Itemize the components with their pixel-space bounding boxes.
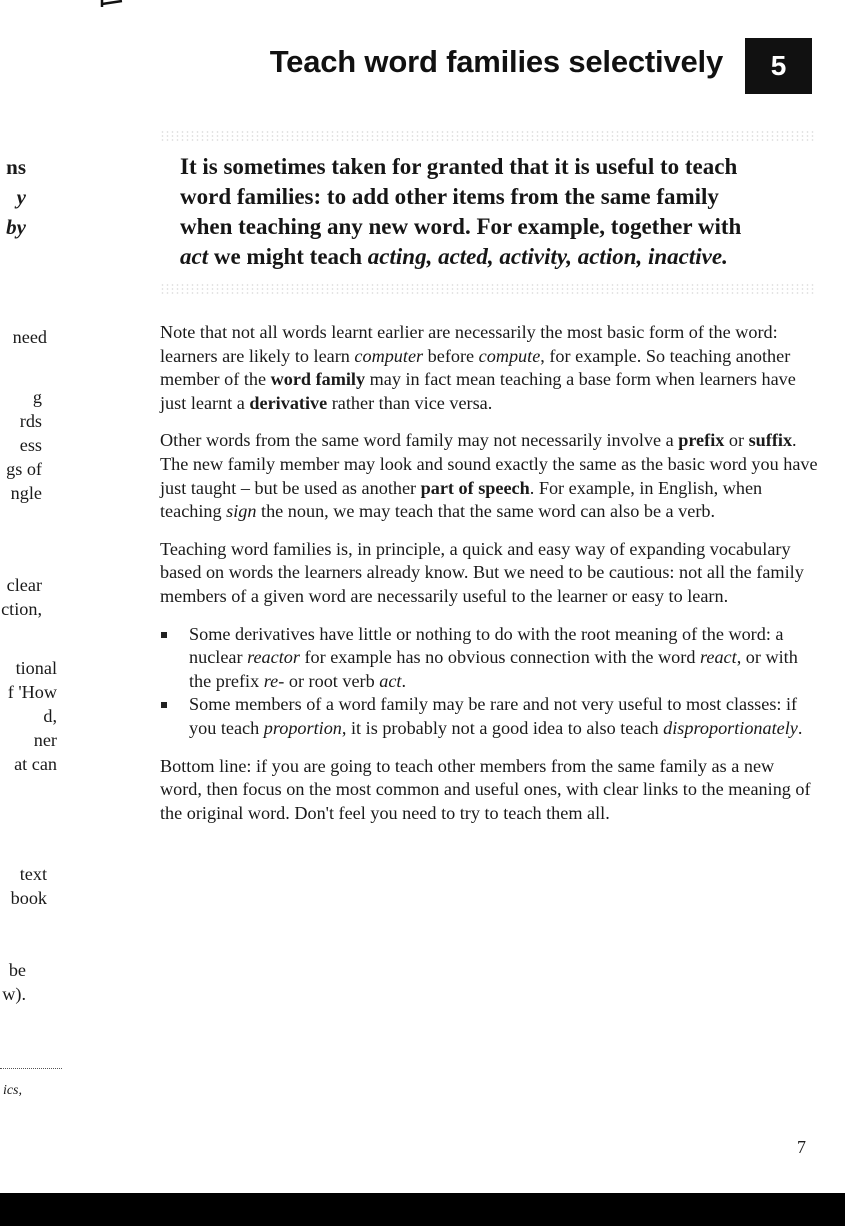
callout-example-word: act <box>180 244 209 269</box>
paragraph-1 <box>160 321 820 415</box>
text-run: . <box>401 670 407 691</box>
main-text-column <box>160 321 820 839</box>
fragment-line: w). <box>2 984 26 1004</box>
fragment-line: ics, <box>2 1083 22 1098</box>
page-number: 7 <box>797 1137 806 1157</box>
text-run: . <box>797 717 803 738</box>
text-run: Some members of a word family may be rare and not very useful to most classes: if you teach <box>189 694 798 738</box>
left-page-fragment <box>0 656 57 776</box>
paragraph-4: Bottom line: if you are going to teach other members from the same family as a new word, then focus on the most common and useful ones, with clear links to the meaning of the original word. Don't feel you need to try to teach them all. <box>160 755 811 823</box>
fragment-line: tional <box>15 658 57 678</box>
left-page-fragment <box>0 325 47 349</box>
text-run: the noun, we may teach that the same word can also be a verb. <box>256 501 716 522</box>
text-run: for example has no obvious connection with the word <box>299 647 700 668</box>
callout-bottom-border <box>160 283 815 295</box>
italic-term: compute <box>478 345 541 366</box>
italic-term: disproportionately <box>663 717 798 738</box>
fragment-line: gs of <box>6 459 42 479</box>
text-run: Note that not all words learnt earlier are necessarily the most basic form of the word: learners are likely to learn <box>160 322 778 366</box>
fragment-line: f 'How <box>7 682 57 702</box>
paragraph-2 <box>160 429 820 523</box>
left-page-fragment <box>0 862 47 910</box>
fragment-line: need <box>12 327 47 347</box>
fragment-line: clear <box>6 575 42 595</box>
italic-term: re- <box>263 670 285 691</box>
scan-edge-bar <box>0 1193 845 1226</box>
left-page-fragment <box>0 573 42 621</box>
list-item <box>160 623 820 694</box>
italic-term: sign <box>226 501 257 522</box>
italic-term: proportion <box>263 717 342 738</box>
bullet-list <box>160 623 820 741</box>
fragment-line: text <box>19 864 47 884</box>
italic-term: computer <box>354 345 424 366</box>
callout-line: word families: to add other items from the same family <box>180 184 719 209</box>
fragment-line: by <box>6 215 26 239</box>
glossary-term: prefix <box>678 430 725 451</box>
text-run: Some derivatives have little or nothing to do with the root meaning of the word: a nuclear <box>189 623 784 668</box>
left-page-fragment <box>0 385 42 505</box>
left-page-callout-fragment <box>0 152 26 242</box>
text-run: , or with the prefix <box>189 647 798 691</box>
italic-term: reactor <box>247 647 300 668</box>
callout-line: It is sometimes taken for granted that it is useful to teach <box>180 154 738 179</box>
callout-example-list: acting, acted, activity, action, inactive. <box>367 244 728 269</box>
text-run: rather than vice versa. <box>327 392 493 413</box>
bullet-icon <box>161 632 167 638</box>
fragment-line: book <box>10 888 47 908</box>
callout-line: when teaching any new word. For example, together with <box>180 214 742 239</box>
chapter-number-badge: 5 <box>745 38 812 94</box>
text-run: . For example, in English, when teaching <box>160 477 763 522</box>
glossary-term: derivative <box>249 392 328 413</box>
fragment-line: be <box>8 960 26 980</box>
text-run: Other words from the same word family may not necessarily involve a <box>160 430 679 451</box>
fragment-line: ns <box>6 155 26 179</box>
glossary-term: suffix <box>748 430 793 451</box>
fragment-line: g <box>32 387 42 407</box>
text-run: . The new family member may look and sound exactly the same as the basic word you have just taught – but be used as another <box>160 430 818 498</box>
fragment-line: rds <box>19 411 42 431</box>
text-run: or <box>724 430 749 451</box>
text-run: may in fact mean teaching a base form when learners have just learnt a <box>160 369 796 413</box>
bullet-icon <box>161 702 167 708</box>
corner-mark-icon <box>100 0 124 8</box>
fragment-line: ner <box>33 730 57 750</box>
footnote-divider <box>0 1068 62 1069</box>
fragment-line: ess <box>19 435 42 455</box>
fragment-line: ngle <box>10 483 42 503</box>
fragment-line: d, <box>43 706 57 726</box>
text-run: , for example. So teaching another member of the <box>160 345 791 390</box>
page-title: Teach word families selectively <box>269 44 723 79</box>
glossary-term: word family <box>270 369 366 390</box>
callout-top-border <box>160 130 815 142</box>
left-page-fragment <box>0 958 26 1006</box>
left-page-footnote <box>0 1079 22 1103</box>
glossary-term: part of speech <box>420 477 530 498</box>
text-run: before <box>423 345 479 366</box>
paragraph-3: Teaching word families is, in principle, a quick and easy way of expanding vocabulary based on words the learners already know. But we need to be cautious: not all the family members of a given word are necessarily useful to the learner or easy to learn. <box>160 538 804 606</box>
fragment-line: ction, <box>1 599 42 619</box>
text-run: or root verb <box>284 670 380 691</box>
callout-line: we might teach <box>208 244 368 269</box>
callout-box <box>180 152 820 272</box>
italic-term: act <box>379 670 402 691</box>
text-run: , it is probably not a good idea to also teach <box>341 717 664 738</box>
list-item <box>160 693 820 740</box>
fragment-line: at can <box>14 754 57 774</box>
italic-term: react <box>699 647 737 668</box>
fragment-line: y <box>16 185 26 209</box>
